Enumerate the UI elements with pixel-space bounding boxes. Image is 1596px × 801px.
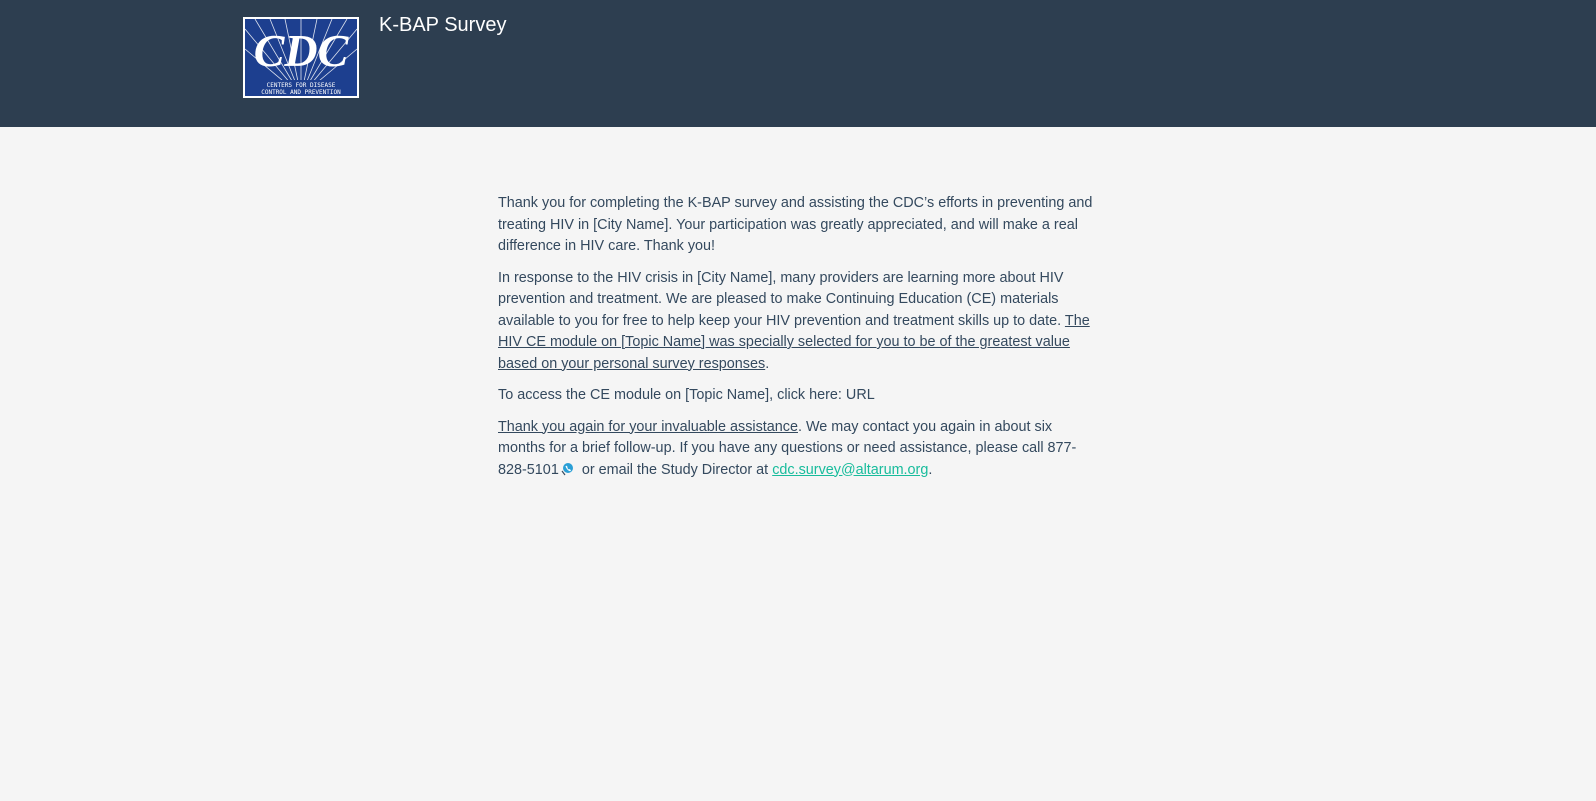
logo-text: CDC: [253, 25, 349, 76]
paragraph-access-ce: To access the CE module on [Topic Name], click here: URL: [498, 387, 875, 403]
paragraph-contact: Thank you again for your invaluable assistance. We may contact you again in about six months for a brief follow-up. If you have any questions or need assistance, please call 877-828-5101 or email the Study Director at cdc.survey@altarum.org.: [498, 418, 1077, 478]
page-header: [0, 0, 1596, 127]
phone-call-icon[interactable]: [560, 462, 574, 476]
paragraph-thanks: Thank you for completing the K-BAP survey and assisting the CDC’s efforts in preventing and treating HIV in [City Name]. Your participation was greatly appreciated, and will make a real difference in HIV care. Thank you!: [498, 195, 1093, 254]
study-director-email-link[interactable]: cdc.survey@altarum.org: [772, 461, 929, 478]
paragraph-ce-info: In response to the HIV crisis in [City Name], many providers are learning more about HIV prevention and treatment. We are pleased to make Continuing Education (CE) materials available to you for free to help keep your HIV prevention and treatment skills up to date. The HIV CE module on [Topic Name] was specially selected for you to be of the greatest value based on your personal survey responses.: [498, 269, 1090, 372]
thanks-again-text: Thank you again for your invaluable assistance: [498, 418, 798, 435]
logo-subtext-1: CENTERS FOR DISEASE: [266, 82, 336, 89]
ce-module-highlight: The HIV CE module on [Topic Name] was specially selected for you to be of the greatest value based on your personal survey responses: [498, 312, 1090, 372]
logo-subtext-2: CONTROL AND PREVENTION: [261, 89, 341, 96]
thank-you-content: [498, 193, 1098, 491]
app-title: K-BAP Survey: [379, 14, 507, 36]
cdc-logo: [243, 17, 359, 98]
